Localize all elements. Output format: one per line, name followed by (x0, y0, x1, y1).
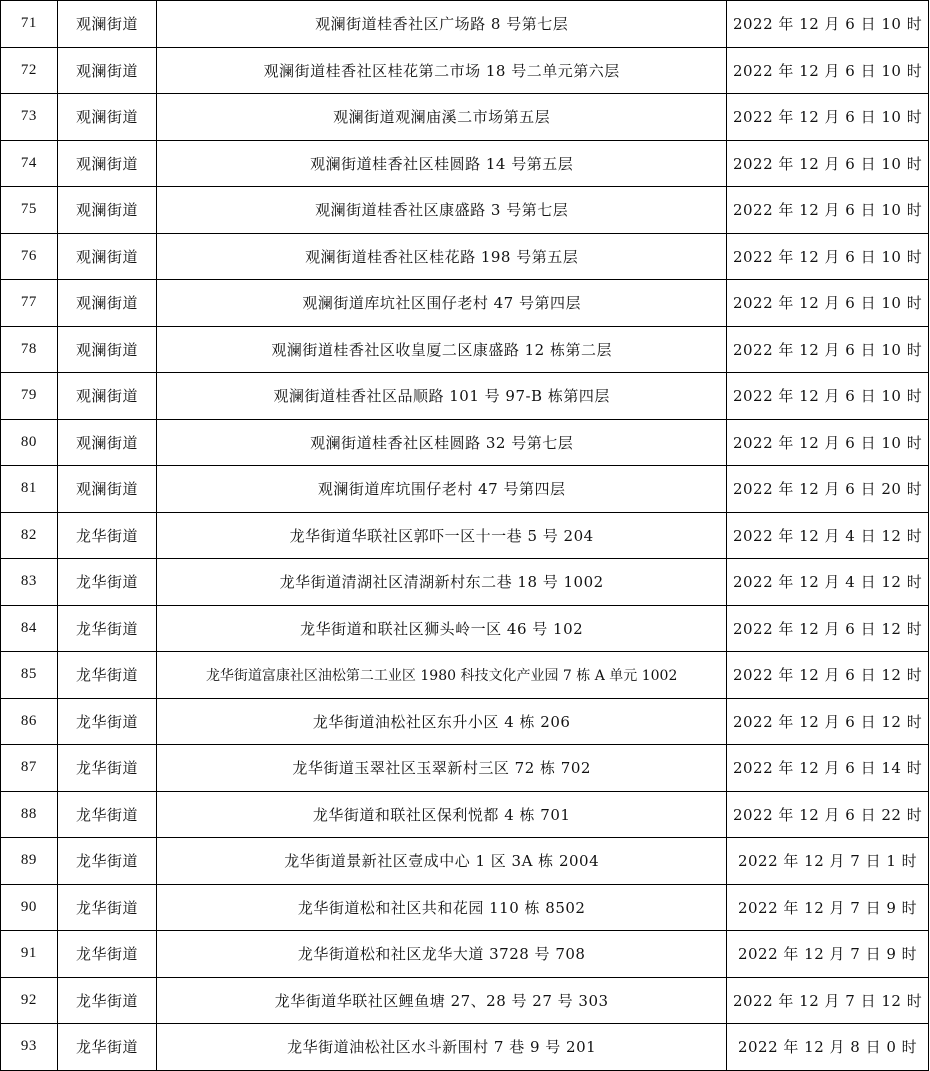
table-row (1, 280, 929, 327)
street-cell: 观澜街道 (57, 326, 156, 373)
street-cell: 观澜街道 (57, 280, 156, 327)
time-cell: 2022 年 12 月 6 日 12 时 (727, 698, 929, 745)
time-cell: 2022 年 12 月 6 日 12 时 (727, 652, 929, 699)
street-cell: 龙华街道 (57, 605, 156, 652)
row-number-cell: 91 (1, 931, 58, 978)
time-cell: 2022 年 12 月 7 日 9 时 (727, 884, 929, 931)
table-row (1, 745, 929, 792)
address-cell: 龙华街道清湖社区清湖新村东二巷 18 号 1002 (157, 559, 727, 606)
time-cell: 2022 年 12 月 8 日 0 时 (727, 1024, 929, 1071)
time-cell: 2022 年 12 月 6 日 10 时 (727, 187, 929, 234)
street-cell: 龙华街道 (57, 1024, 156, 1071)
street-cell: 龙华街道 (57, 791, 156, 838)
table-row (1, 47, 929, 94)
row-number-cell: 88 (1, 791, 58, 838)
address-cell: 观澜街道观澜庙溪二市场第五层 (157, 94, 727, 141)
row-number-cell: 72 (1, 47, 58, 94)
time-cell: 2022 年 12 月 6 日 14 时 (727, 745, 929, 792)
time-cell: 2022 年 12 月 7 日 9 时 (727, 931, 929, 978)
address-cell: 观澜街道桂香社区桂花路 198 号第五层 (157, 233, 727, 280)
table-row (1, 466, 929, 513)
address-cell: 观澜街道桂香社区桂花第二市场 18 号二单元第六层 (157, 47, 727, 94)
row-number-cell: 85 (1, 652, 58, 699)
table-row (1, 652, 929, 699)
time-cell: 2022 年 12 月 4 日 12 时 (727, 559, 929, 606)
time-cell: 2022 年 12 月 6 日 10 时 (727, 94, 929, 141)
street-cell: 观澜街道 (57, 233, 156, 280)
time-cell: 2022 年 12 月 7 日 12 时 (727, 977, 929, 1024)
table-row (1, 605, 929, 652)
row-number-cell: 80 (1, 419, 58, 466)
address-cell: 龙华街道松和社区龙华大道 3728 号 708 (157, 931, 727, 978)
address-cell: 观澜街道桂香社区康盛路 3 号第七层 (157, 187, 727, 234)
row-number-cell: 75 (1, 187, 58, 234)
address-cell: 观澜街道桂香社区桂圆路 32 号第七层 (157, 419, 727, 466)
row-number-cell: 77 (1, 280, 58, 327)
row-number-cell: 82 (1, 512, 58, 559)
street-cell: 龙华街道 (57, 884, 156, 931)
address-cell: 龙华街道华联社区郭吓一区十一巷 5 号 204 (157, 512, 727, 559)
row-number-cell: 76 (1, 233, 58, 280)
time-cell: 2022 年 12 月 7 日 1 时 (727, 838, 929, 885)
table-row (1, 1024, 929, 1071)
time-cell: 2022 年 12 月 6 日 12 时 (727, 605, 929, 652)
street-cell: 观澜街道 (57, 373, 156, 420)
table-row (1, 187, 929, 234)
time-cell: 2022 年 12 月 6 日 10 时 (727, 280, 929, 327)
row-number-cell: 84 (1, 605, 58, 652)
street-cell: 观澜街道 (57, 47, 156, 94)
address-cell: 龙华街道华联社区鲤鱼塘 27、28 号 27 号 303 (157, 977, 727, 1024)
table-row (1, 140, 929, 187)
address-cell: 观澜街道桂香社区收皇厦二区康盛路 12 栋第二层 (157, 326, 727, 373)
row-number-cell: 79 (1, 373, 58, 420)
address-cell: 观澜街道库坑社区围仔老村 47 号第四层 (157, 280, 727, 327)
row-number-cell: 71 (1, 1, 58, 48)
row-number-cell: 92 (1, 977, 58, 1024)
address-cell: 观澜街道桂香社区桂圆路 14 号第五层 (157, 140, 727, 187)
time-cell: 2022 年 12 月 6 日 10 时 (727, 419, 929, 466)
table-row (1, 326, 929, 373)
row-number-cell: 90 (1, 884, 58, 931)
table-row (1, 559, 929, 606)
street-cell: 龙华街道 (57, 931, 156, 978)
row-number-cell: 89 (1, 838, 58, 885)
table-row (1, 373, 929, 420)
street-cell: 观澜街道 (57, 94, 156, 141)
table-row (1, 884, 929, 931)
street-cell: 龙华街道 (57, 838, 156, 885)
address-cell: 龙华街道玉翠社区玉翠新村三区 72 栋 702 (157, 745, 727, 792)
address-cell: 龙华街道油松社区东升小区 4 栋 206 (157, 698, 727, 745)
row-number-cell: 86 (1, 698, 58, 745)
table-row (1, 419, 929, 466)
street-cell: 龙华街道 (57, 559, 156, 606)
time-cell: 2022 年 12 月 6 日 10 时 (727, 326, 929, 373)
time-cell: 2022 年 12 月 4 日 12 时 (727, 512, 929, 559)
row-number-cell: 87 (1, 745, 58, 792)
address-cell: 龙华街道松和社区共和花园 110 栋 8502 (157, 884, 727, 931)
street-cell: 龙华街道 (57, 745, 156, 792)
table-body (1, 1, 929, 1071)
table-row (1, 698, 929, 745)
table-row (1, 94, 929, 141)
street-cell: 观澜街道 (57, 140, 156, 187)
street-cell: 龙华街道 (57, 512, 156, 559)
row-number-cell: 83 (1, 559, 58, 606)
time-cell: 2022 年 12 月 6 日 10 时 (727, 140, 929, 187)
address-cell: 龙华街道和联社区狮头岭一区 46 号 102 (157, 605, 727, 652)
row-number-cell: 78 (1, 326, 58, 373)
row-number-cell: 93 (1, 1024, 58, 1071)
table-row (1, 791, 929, 838)
address-cell: 观澜街道桂香社区品顺路 101 号 97-B 栋第四层 (157, 373, 727, 420)
row-number-cell: 74 (1, 140, 58, 187)
table-row (1, 512, 929, 559)
street-cell: 观澜街道 (57, 466, 156, 513)
time-cell: 2022 年 12 月 6 日 20 时 (727, 466, 929, 513)
table-row (1, 1, 929, 48)
address-cell: 龙华街道富康社区油松第二工业区 1980 科技文化产业园 7 栋 A 单元 1002 (157, 652, 727, 699)
time-cell: 2022 年 12 月 6 日 10 时 (727, 233, 929, 280)
time-cell: 2022 年 12 月 6 日 10 时 (727, 1, 929, 48)
time-cell: 2022 年 12 月 6 日 10 时 (727, 373, 929, 420)
street-cell: 龙华街道 (57, 977, 156, 1024)
time-cell: 2022 年 12 月 6 日 10 时 (727, 47, 929, 94)
street-cell: 龙华街道 (57, 652, 156, 699)
table-row (1, 977, 929, 1024)
street-cell: 观澜街道 (57, 419, 156, 466)
address-cell: 观澜街道桂香社区广场路 8 号第七层 (157, 1, 727, 48)
street-cell: 龙华街道 (57, 698, 156, 745)
table-row (1, 233, 929, 280)
street-cell: 观澜街道 (57, 1, 156, 48)
table-row (1, 931, 929, 978)
address-cell: 龙华街道油松社区水斗新围村 7 巷 9 号 201 (157, 1024, 727, 1071)
address-cell: 龙华街道景新社区壹成中心 1 区 3A 栋 2004 (157, 838, 727, 885)
row-number-cell: 81 (1, 466, 58, 513)
table-row (1, 838, 929, 885)
time-cell: 2022 年 12 月 6 日 22 时 (727, 791, 929, 838)
address-cell: 观澜街道库坑围仔老村 47 号第四层 (157, 466, 727, 513)
address-cell: 龙华街道和联社区保利悦都 4 栋 701 (157, 791, 727, 838)
row-number-cell: 73 (1, 94, 58, 141)
street-cell: 观澜街道 (57, 187, 156, 234)
